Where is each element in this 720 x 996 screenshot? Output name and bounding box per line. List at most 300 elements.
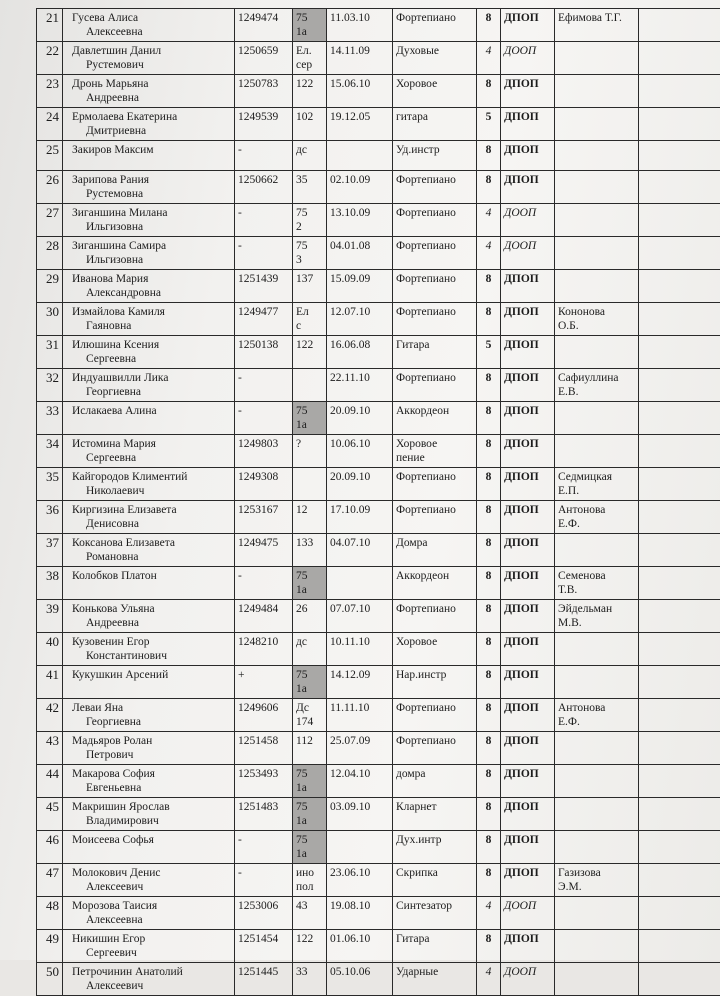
instrument-cell xyxy=(393,171,477,204)
student-name-line: Владимирович xyxy=(66,814,231,828)
birth-date-cell: 04.01.08 xyxy=(327,237,393,270)
table-row xyxy=(37,897,720,930)
school-class-line: 137 xyxy=(296,272,323,286)
row-number: 41 xyxy=(37,666,63,699)
table-row xyxy=(37,963,720,996)
student-name-line: Петрович xyxy=(66,748,231,762)
table-row xyxy=(37,468,720,501)
student-name-cell xyxy=(63,501,235,534)
row-number: 48 xyxy=(37,897,63,930)
grade-cell: 8 xyxy=(477,270,501,303)
program-cell: ДПОП xyxy=(501,75,555,108)
grade-cell: 8 xyxy=(477,567,501,600)
birth-date-cell: 11.03.10 xyxy=(327,9,393,42)
teacher-line: Е.Ф. xyxy=(558,715,635,729)
grade-cell: 8 xyxy=(477,501,501,534)
student-name-line: Рустемович xyxy=(66,58,231,72)
teacher-cell xyxy=(555,9,639,42)
school-class-cell xyxy=(293,435,327,468)
teacher-line: Т.В. xyxy=(558,583,635,597)
empty-cell xyxy=(639,864,720,897)
grade-cell: 8 xyxy=(477,831,501,864)
table-row xyxy=(37,798,720,831)
student-name-line: Николаевич xyxy=(66,484,231,498)
teacher-cell xyxy=(555,534,639,567)
instrument-cell xyxy=(393,270,477,303)
student-id-cell: 1249606 xyxy=(235,699,293,732)
table-row xyxy=(37,666,720,699)
teacher-line: Кононова xyxy=(558,305,635,319)
instrument-line: Фортепиано xyxy=(396,734,473,748)
school-class-line: 1а xyxy=(296,418,323,432)
row-number: 32 xyxy=(37,369,63,402)
birth-date-cell: 19.12.05 xyxy=(327,108,393,141)
table-row xyxy=(37,369,720,402)
teacher-cell xyxy=(555,765,639,798)
program-cell: ДПОП xyxy=(501,666,555,699)
student-id-cell: - xyxy=(235,141,293,171)
student-name-cell xyxy=(63,534,235,567)
student-name-line: Георгиевна xyxy=(66,385,231,399)
school-class-line: сер xyxy=(296,58,323,72)
instrument-line: Фортепиано xyxy=(396,503,473,517)
grade-cell: 5 xyxy=(477,336,501,369)
instrument-cell xyxy=(393,402,477,435)
school-class-line: дс xyxy=(296,635,323,649)
student-name-cell xyxy=(63,42,235,75)
table-row xyxy=(37,108,720,141)
student-name-cell xyxy=(63,864,235,897)
grade-cell: 8 xyxy=(477,798,501,831)
school-class-cell xyxy=(293,567,327,600)
school-class-line: с xyxy=(296,319,323,333)
school-class-cell xyxy=(293,930,327,963)
school-class-line: 122 xyxy=(296,932,323,946)
birth-date-cell: 15.06.10 xyxy=(327,75,393,108)
table-row xyxy=(37,633,720,666)
school-class-cell xyxy=(293,897,327,930)
program-cell: ДПОП xyxy=(501,9,555,42)
instrument-line: Фортепиано xyxy=(396,11,473,25)
teacher-cell xyxy=(555,897,639,930)
grade-cell: 4 xyxy=(477,204,501,237)
school-class-cell xyxy=(293,534,327,567)
row-number: 44 xyxy=(37,765,63,798)
instrument-line: домра xyxy=(396,767,473,781)
teacher-cell xyxy=(555,270,639,303)
teacher-line: Е.П. xyxy=(558,484,635,498)
school-class-cell xyxy=(293,798,327,831)
student-name-cell xyxy=(63,402,235,435)
student-name-line: Мадьяров Ролан xyxy=(66,734,231,748)
program-cell: ДПОП xyxy=(501,798,555,831)
grade-cell: 4 xyxy=(477,42,501,75)
instrument-line: Уд.инстр xyxy=(396,143,473,157)
empty-cell xyxy=(639,141,720,171)
table-row xyxy=(37,171,720,204)
grade-cell: 8 xyxy=(477,633,501,666)
teacher-line: М.В. xyxy=(558,616,635,630)
table-row xyxy=(37,42,720,75)
school-class-cell xyxy=(293,369,327,402)
empty-cell xyxy=(639,336,720,369)
student-id-cell: 1249474 xyxy=(235,9,293,42)
student-name-line: Дмитриевна xyxy=(66,124,231,138)
instrument-line: Гитара xyxy=(396,932,473,946)
student-name-cell xyxy=(63,204,235,237)
student-name-line: Ислакаева Алина xyxy=(66,404,231,418)
student-id-cell: - xyxy=(235,402,293,435)
teacher-line: Антонова xyxy=(558,701,635,715)
instrument-line: Фортепиано xyxy=(396,173,473,187)
teacher-line: Е.Ф. xyxy=(558,517,635,531)
grade-cell: 4 xyxy=(477,237,501,270)
student-name-cell xyxy=(63,765,235,798)
row-number: 40 xyxy=(37,633,63,666)
instrument-cell xyxy=(393,237,477,270)
row-number: 37 xyxy=(37,534,63,567)
instrument-line: Домра xyxy=(396,536,473,550)
student-name-line: Индуашвилли Лика xyxy=(66,371,231,385)
student-name-line: Андреевна xyxy=(66,616,231,630)
student-id-cell: + xyxy=(235,666,293,699)
student-name-line: Никишин Егор xyxy=(66,932,231,946)
student-name-line: Денисовна xyxy=(66,517,231,531)
instrument-line: Духовые xyxy=(396,44,473,58)
student-name-line: Алексеевич xyxy=(66,979,231,993)
instrument-line: гитара xyxy=(396,110,473,124)
empty-cell xyxy=(639,732,720,765)
birth-date-cell: 10.06.10 xyxy=(327,435,393,468)
school-class-line: 1а xyxy=(296,583,323,597)
instrument-cell xyxy=(393,963,477,996)
teacher-cell xyxy=(555,204,639,237)
instrument-cell xyxy=(393,369,477,402)
program-cell: ДПОП xyxy=(501,633,555,666)
student-name-cell xyxy=(63,600,235,633)
student-name-cell xyxy=(63,831,235,864)
student-id-cell: 1249308 xyxy=(235,468,293,501)
row-number: 42 xyxy=(37,699,63,732)
empty-cell xyxy=(639,108,720,141)
grade-cell: 8 xyxy=(477,402,501,435)
birth-date-cell: 02.10.09 xyxy=(327,171,393,204)
teacher-cell xyxy=(555,963,639,996)
student-name-line: Георгиевна xyxy=(66,715,231,729)
student-id-cell: 1251454 xyxy=(235,930,293,963)
empty-cell xyxy=(639,9,720,42)
grade-cell: 8 xyxy=(477,699,501,732)
student-name-line: Зарипова Рания xyxy=(66,173,231,187)
table-row xyxy=(37,864,720,897)
instrument-line: Кларнет xyxy=(396,800,473,814)
program-cell: ДООП xyxy=(501,897,555,930)
student-name-cell xyxy=(63,732,235,765)
teacher-line: Антонова xyxy=(558,503,635,517)
instrument-cell xyxy=(393,633,477,666)
student-name-line: Ермолаева Екатерина xyxy=(66,110,231,124)
row-number: 35 xyxy=(37,468,63,501)
grade-cell: 4 xyxy=(477,897,501,930)
table-row xyxy=(37,9,720,42)
grade-cell: 8 xyxy=(477,9,501,42)
birth-date-cell: 23.06.10 xyxy=(327,864,393,897)
student-name-cell xyxy=(63,798,235,831)
student-name-line: Евгеньевна xyxy=(66,781,231,795)
row-number: 22 xyxy=(37,42,63,75)
instrument-cell xyxy=(393,897,477,930)
instrument-line: Фортепиано xyxy=(396,239,473,253)
empty-cell xyxy=(639,534,720,567)
school-class-cell xyxy=(293,9,327,42)
empty-cell xyxy=(639,435,720,468)
student-id-cell: 1251483 xyxy=(235,798,293,831)
empty-cell xyxy=(639,75,720,108)
table-row xyxy=(37,600,720,633)
empty-cell xyxy=(639,765,720,798)
empty-cell xyxy=(639,42,720,75)
school-class-line: 1а xyxy=(296,781,323,795)
student-id-cell: 1250662 xyxy=(235,171,293,204)
row-number: 27 xyxy=(37,204,63,237)
birth-date-cell: 03.09.10 xyxy=(327,798,393,831)
student-name-cell xyxy=(63,666,235,699)
student-id-cell: 1250783 xyxy=(235,75,293,108)
student-name-line: Сергеевна xyxy=(66,352,231,366)
empty-cell xyxy=(639,897,720,930)
school-class-line: ? xyxy=(296,437,323,451)
student-name-line: Рустемовна xyxy=(66,187,231,201)
school-class-line: 3 xyxy=(296,253,323,267)
table-row xyxy=(37,75,720,108)
student-id-cell: 1251458 xyxy=(235,732,293,765)
row-number: 24 xyxy=(37,108,63,141)
instrument-cell xyxy=(393,204,477,237)
school-class-cell xyxy=(293,303,327,336)
teacher-cell xyxy=(555,831,639,864)
birth-date-cell: 14.11.09 xyxy=(327,42,393,75)
table-row xyxy=(37,732,720,765)
birth-date-cell: 10.11.10 xyxy=(327,633,393,666)
student-name-cell xyxy=(63,270,235,303)
instrument-cell xyxy=(393,864,477,897)
program-cell: ДПОП xyxy=(501,930,555,963)
teacher-cell xyxy=(555,633,639,666)
birth-date-cell: 17.10.09 xyxy=(327,501,393,534)
row-number: 26 xyxy=(37,171,63,204)
school-class-cell xyxy=(293,501,327,534)
school-class-cell xyxy=(293,831,327,864)
row-number: 25 xyxy=(37,141,63,171)
school-class-line: 1а xyxy=(296,25,323,39)
school-class-line: 26 xyxy=(296,602,323,616)
instrument-line: Хоровое xyxy=(396,437,473,451)
student-name-cell xyxy=(63,930,235,963)
student-name-line: Конькова Ульяна xyxy=(66,602,231,616)
table-row xyxy=(37,435,720,468)
table-row xyxy=(37,204,720,237)
teacher-line: Седмицкая xyxy=(558,470,635,484)
instrument-cell xyxy=(393,141,477,171)
empty-cell xyxy=(639,699,720,732)
instrument-cell xyxy=(393,930,477,963)
student-name-line: Давлетшин Данил xyxy=(66,44,231,58)
student-name-line: Закиров Максим xyxy=(66,143,231,157)
birth-date-cell: 01.06.10 xyxy=(327,930,393,963)
student-name-line: Андреевна xyxy=(66,91,231,105)
row-number: 34 xyxy=(37,435,63,468)
grade-cell: 8 xyxy=(477,369,501,402)
student-id-cell: 1253167 xyxy=(235,501,293,534)
instrument-line: Фортепиано xyxy=(396,602,473,616)
empty-cell xyxy=(639,270,720,303)
school-class-line: ино xyxy=(296,866,323,880)
empty-cell xyxy=(639,930,720,963)
school-class-cell xyxy=(293,108,327,141)
student-name-cell xyxy=(63,237,235,270)
student-id-cell: 1249477 xyxy=(235,303,293,336)
teacher-cell xyxy=(555,798,639,831)
teacher-line: Ефимова Т.Г. xyxy=(558,11,635,25)
grade-cell: 8 xyxy=(477,600,501,633)
instrument-line: Синтезатор xyxy=(396,899,473,913)
student-name-cell xyxy=(63,963,235,996)
student-name-line: Сергеевич xyxy=(66,946,231,960)
student-id-cell: 1249539 xyxy=(235,108,293,141)
student-name-line: Молокович Денис xyxy=(66,866,231,880)
grade-cell: 8 xyxy=(477,75,501,108)
student-name-line: Леваи Яна xyxy=(66,701,231,715)
empty-cell xyxy=(639,567,720,600)
student-id-cell: - xyxy=(235,204,293,237)
instrument-cell xyxy=(393,75,477,108)
instrument-line: Фортепиано xyxy=(396,470,473,484)
student-id-cell: 1253493 xyxy=(235,765,293,798)
school-class-line: 133 xyxy=(296,536,323,550)
empty-cell xyxy=(639,798,720,831)
table-row xyxy=(37,534,720,567)
program-cell: ДПОП xyxy=(501,567,555,600)
school-class-cell xyxy=(293,336,327,369)
grade-cell: 8 xyxy=(477,930,501,963)
instrument-line: Фортепиано xyxy=(396,206,473,220)
student-name-line: Макришин Ярослав xyxy=(66,800,231,814)
school-class-line: 112 xyxy=(296,734,323,748)
grade-cell: 8 xyxy=(477,765,501,798)
instrument-line: пение xyxy=(396,451,473,465)
student-name-line: Зиганшина Милана xyxy=(66,206,231,220)
empty-cell xyxy=(639,171,720,204)
teacher-cell xyxy=(555,42,639,75)
student-id-cell: 1249475 xyxy=(235,534,293,567)
birth-date-cell: 12.07.10 xyxy=(327,303,393,336)
grade-cell: 5 xyxy=(477,108,501,141)
student-name-line: Ильгизовна xyxy=(66,253,231,267)
school-class-cell xyxy=(293,75,327,108)
teacher-line: Е.В. xyxy=(558,385,635,399)
program-cell: ДПОП xyxy=(501,501,555,534)
school-class-cell xyxy=(293,666,327,699)
program-cell: ДПОП xyxy=(501,402,555,435)
birth-date-cell: 14.12.09 xyxy=(327,666,393,699)
school-class-line: 43 xyxy=(296,899,323,913)
grade-cell: 8 xyxy=(477,864,501,897)
student-name-line: Гаяновна xyxy=(66,319,231,333)
row-number: 31 xyxy=(37,336,63,369)
row-number: 49 xyxy=(37,930,63,963)
student-id-cell: 1248210 xyxy=(235,633,293,666)
teacher-cell xyxy=(555,402,639,435)
program-cell: ДПОП xyxy=(501,270,555,303)
school-class-line: 102 xyxy=(296,110,323,124)
instrument-cell xyxy=(393,435,477,468)
birth-date-cell: 25.07.09 xyxy=(327,732,393,765)
school-class-line: 75 xyxy=(296,239,323,253)
instrument-cell xyxy=(393,831,477,864)
school-class-line: 122 xyxy=(296,77,323,91)
school-class-cell xyxy=(293,963,327,996)
student-name-cell xyxy=(63,633,235,666)
empty-cell xyxy=(639,369,720,402)
school-class-line: 174 xyxy=(296,715,323,729)
student-name-line: Макарова София xyxy=(66,767,231,781)
school-class-line: 2 xyxy=(296,220,323,234)
instrument-cell xyxy=(393,42,477,75)
table-row xyxy=(37,237,720,270)
program-cell: ДООП xyxy=(501,237,555,270)
student-name-cell xyxy=(63,141,235,171)
school-class-line: Дс xyxy=(296,701,323,715)
school-class-cell xyxy=(293,42,327,75)
birth-date-cell: 15.09.09 xyxy=(327,270,393,303)
instrument-line: Гитара xyxy=(396,338,473,352)
grade-cell: 8 xyxy=(477,534,501,567)
program-cell: ДООП xyxy=(501,204,555,237)
row-number: 33 xyxy=(37,402,63,435)
teacher-cell xyxy=(555,666,639,699)
student-name-cell xyxy=(63,699,235,732)
table-row xyxy=(37,831,720,864)
school-class-cell xyxy=(293,633,327,666)
school-class-line: 1а xyxy=(296,682,323,696)
program-cell: ДПОП xyxy=(501,468,555,501)
empty-cell xyxy=(639,468,720,501)
instrument-line: Фортепиано xyxy=(396,272,473,286)
student-name-line: Кузовенин Егор xyxy=(66,635,231,649)
school-class-cell xyxy=(293,765,327,798)
instrument-line: Фортепиано xyxy=(396,701,473,715)
teacher-line: Э.М. xyxy=(558,880,635,894)
empty-cell xyxy=(639,303,720,336)
student-name-line: Киргизина Елизавета xyxy=(66,503,231,517)
teacher-cell xyxy=(555,369,639,402)
student-name-line: Петрочинин Анатолий xyxy=(66,965,231,979)
birth-date-cell: 20.09.10 xyxy=(327,468,393,501)
teacher-cell xyxy=(555,108,639,141)
instrument-line: Хоровое xyxy=(396,77,473,91)
school-class-line: пол xyxy=(296,880,323,894)
school-class-line: 1а xyxy=(296,847,323,861)
teacher-cell xyxy=(555,435,639,468)
student-id-cell: 1251445 xyxy=(235,963,293,996)
instrument-cell xyxy=(393,798,477,831)
instrument-line: Фортепиано xyxy=(396,371,473,385)
empty-cell xyxy=(639,402,720,435)
student-id-cell: - xyxy=(235,237,293,270)
program-cell: ДПОП xyxy=(501,864,555,897)
teacher-cell xyxy=(555,237,639,270)
student-name-line: Зиганшина Самира xyxy=(66,239,231,253)
